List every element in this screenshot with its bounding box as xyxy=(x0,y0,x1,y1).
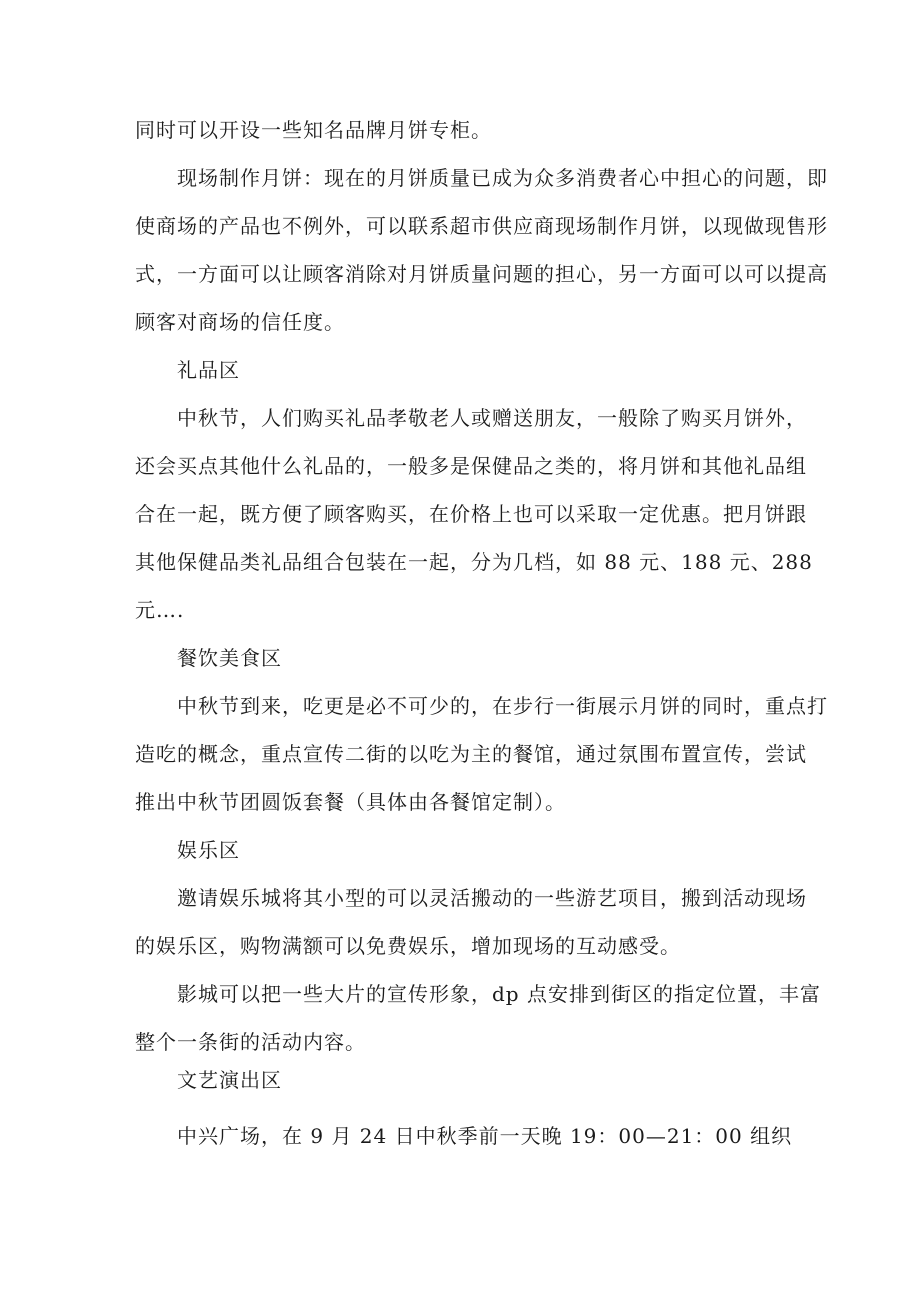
text-line: 其他保健品类礼品组合包装在一起，分为几档，如 88 元、188 元、288 xyxy=(135,550,813,574)
text-line: 同时可以开设一些知名品牌月饼专柜。 xyxy=(135,118,492,142)
section-heading: 餐饮美食区 xyxy=(177,646,282,670)
text-line: 元…. xyxy=(135,598,185,622)
text-line: 中秋节到来，吃更是必不可少的，在步行一街展示月饼的同时，重点打 xyxy=(177,694,828,718)
text-line: 合在一起，既方便了顾客购买，在价格上也可以采取一定优惠。把月饼跟 xyxy=(135,502,807,526)
section-heading: 礼品区 xyxy=(177,358,240,382)
text-line: 的娱乐区，购物满额可以免费娱乐，增加现场的互动感受。 xyxy=(135,934,681,958)
text-line: 还会买点其他什么礼品的，一般多是保健品之类的，将月饼和其他礼品组 xyxy=(135,454,807,478)
text-line: 中兴广场，在 9 月 24 日中秋季前一天晚 19：00—21：00 组织 xyxy=(177,1124,793,1148)
text-line: 影城可以把一些大片的宣传形象，dp 点安排到街区的指定位置，丰富 xyxy=(177,982,821,1006)
text-line: 整个一条街的活动内容。 xyxy=(135,1030,366,1054)
text-line: 顾客对商场的信任度。 xyxy=(135,310,345,334)
text-line: 中秋节，人们购买礼品孝敬老人或赠送朋友，一般除了购买月饼外， xyxy=(177,406,807,430)
section-heading: 娱乐区 xyxy=(177,838,240,862)
text-line: 现场制作月饼：现在的月饼质量已成为众多消费者心中担心的问题，即 xyxy=(177,166,828,190)
document-body xyxy=(135,106,828,1160)
text-line: 邀请娱乐城将其小型的可以灵活搬动的一些游艺项目，搬到活动现场 xyxy=(177,886,807,910)
text-line: 式，一方面可以让顾客消除对月饼质量问题的担心，另一方面可以可以提高 xyxy=(135,262,828,286)
text-line: 推出中秋节团圆饭套餐（具体由各餐馆定制）。 xyxy=(135,790,566,814)
text-line: 造吃的概念，重点宣传二街的以吃为主的餐馆，通过氛围布置宣传，尝试 xyxy=(135,742,807,766)
text-line: 使商场的产品也不例外，可以联系超市供应商现场制作月饼，以现做现售形 xyxy=(135,214,828,238)
section-heading: 文艺演出区 xyxy=(177,1068,282,1092)
